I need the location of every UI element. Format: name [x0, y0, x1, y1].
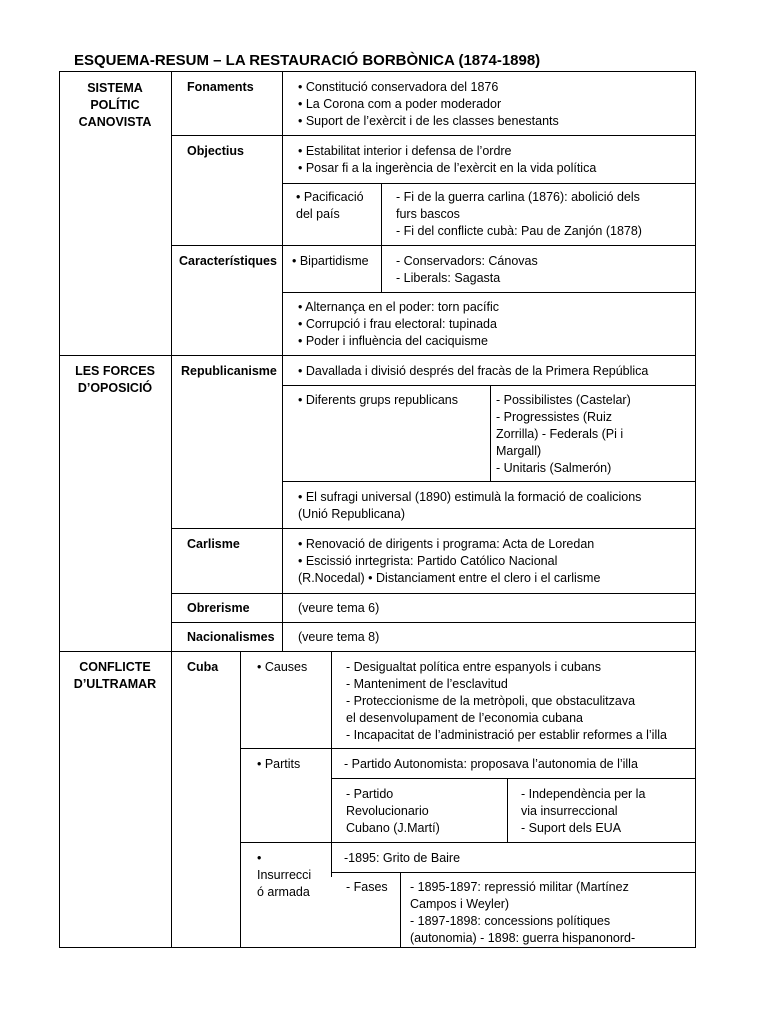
nacionalismes-text: (veure tema 8)	[298, 630, 380, 644]
partits-label: • Partits	[257, 757, 301, 771]
grups-list: - Possibilistes (Castelar) - Progressistes (Ruiz Zorrilla) - Federals (Pi i Margall) - Unitaris (Salmerón)	[496, 393, 631, 475]
bipartidisme-label: • Bipartidisme	[292, 254, 369, 268]
section-heading-oposicio: LES FORCES D’OPOSICIÓ	[75, 364, 155, 395]
sufragi-text: • El sufragi universal (1890) estimulà la formació de coalicions (Unió Republicana)	[298, 490, 642, 521]
fonaments-list: • Constitució conservadora del 1876 • La Corona com a poder moderador • Suport de l’exèrcit i de les classes benestants	[298, 80, 559, 128]
fases-label: - Fases	[346, 880, 388, 894]
revolucionario-label: - Partido Revolucionario Cubano (J.Martí)	[346, 787, 440, 835]
pacificacio-label: • Pacificació del país	[296, 190, 364, 221]
row-label-cuba: Cuba	[187, 660, 219, 674]
section-heading-ultramar: CONFLICTE D’ULTRAMAR	[73, 660, 157, 691]
section-heading-sistema: SISTEMA POLÍTIC CANOVISTA	[78, 81, 152, 129]
autonomista-text: - Partido Autonomista: proposava l’autonomia de l’illa	[344, 757, 638, 771]
fases-list: - 1895-1897: repressió militar (Martínez Campos i Weyler) - 1897-1898: concessions polítiques (autonomia) - 1898: guerra hispanonord-	[410, 880, 636, 945]
row-label-obrerisme: Obrerisme	[187, 601, 250, 615]
row-label-republicanisme: Republicanisme	[181, 364, 277, 378]
row-label-nacionalismes: Nacionalismes	[187, 630, 275, 644]
row-label-objectius: Objectius	[187, 144, 244, 158]
obrerisme-text: (veure tema 6)	[298, 601, 380, 615]
row-label-caracteristiques: Característiques	[179, 254, 277, 268]
causes-list: - Desigualtat política entre espanyols i cubans - Manteniment de l’esclavitud - Proteccionisme de la metròpoli, que obstaculitzava el desenvolupament de l’economia cubana - Incapacitat de l’administració per establir reformes a l’illa	[346, 660, 667, 742]
baire-text: -1895: Grito de Baire	[344, 851, 461, 865]
objectius-list: • Estabilitat interior i defensa de l’ordre • Posar fi a la ingerència de l’exèrcit en la vida política	[298, 144, 597, 175]
carlisme-list: • Renovació de dirigents i programa: Acta de Loredan • Escissió inrtegrista: Partido Católico Nacional (R.Nocedal) • Distanciament entre el clero i el carlisme	[298, 537, 601, 585]
row-label-carlisme: Carlisme	[187, 537, 240, 551]
page-title: ESQUEMA-RESUM – LA RESTAURACIÓ BORBÒNICA (1874-1898)	[74, 52, 541, 69]
republicanisme-item: • Davallada i divisió després del fracàs de la Primera República	[298, 364, 649, 378]
bipartidisme-list: - Conservadors: Cánovas - Liberals: Sagasta	[396, 254, 538, 285]
grups-label: • Diferents grups republicans	[298, 393, 459, 407]
pacificacio-list: - Fi de la guerra carlina (1876): abolició dels furs bascos - Fi del conflicte cubà: Pau de Zanjón (1878)	[396, 190, 642, 238]
insurreccio-label: • Insurrecci ó armada	[257, 851, 312, 899]
row-label-fonaments: Fonaments	[187, 80, 254, 94]
causes-label: • Causes	[257, 660, 308, 674]
caracteristiques-list: • Alternança en el poder: torn pacífic • Corrupció i frau electoral: tupinada • Poder i influència del caciquisme	[298, 300, 500, 348]
revolucionario-list: - Independència per la via insurreccional - Suport dels EUA	[521, 787, 646, 835]
